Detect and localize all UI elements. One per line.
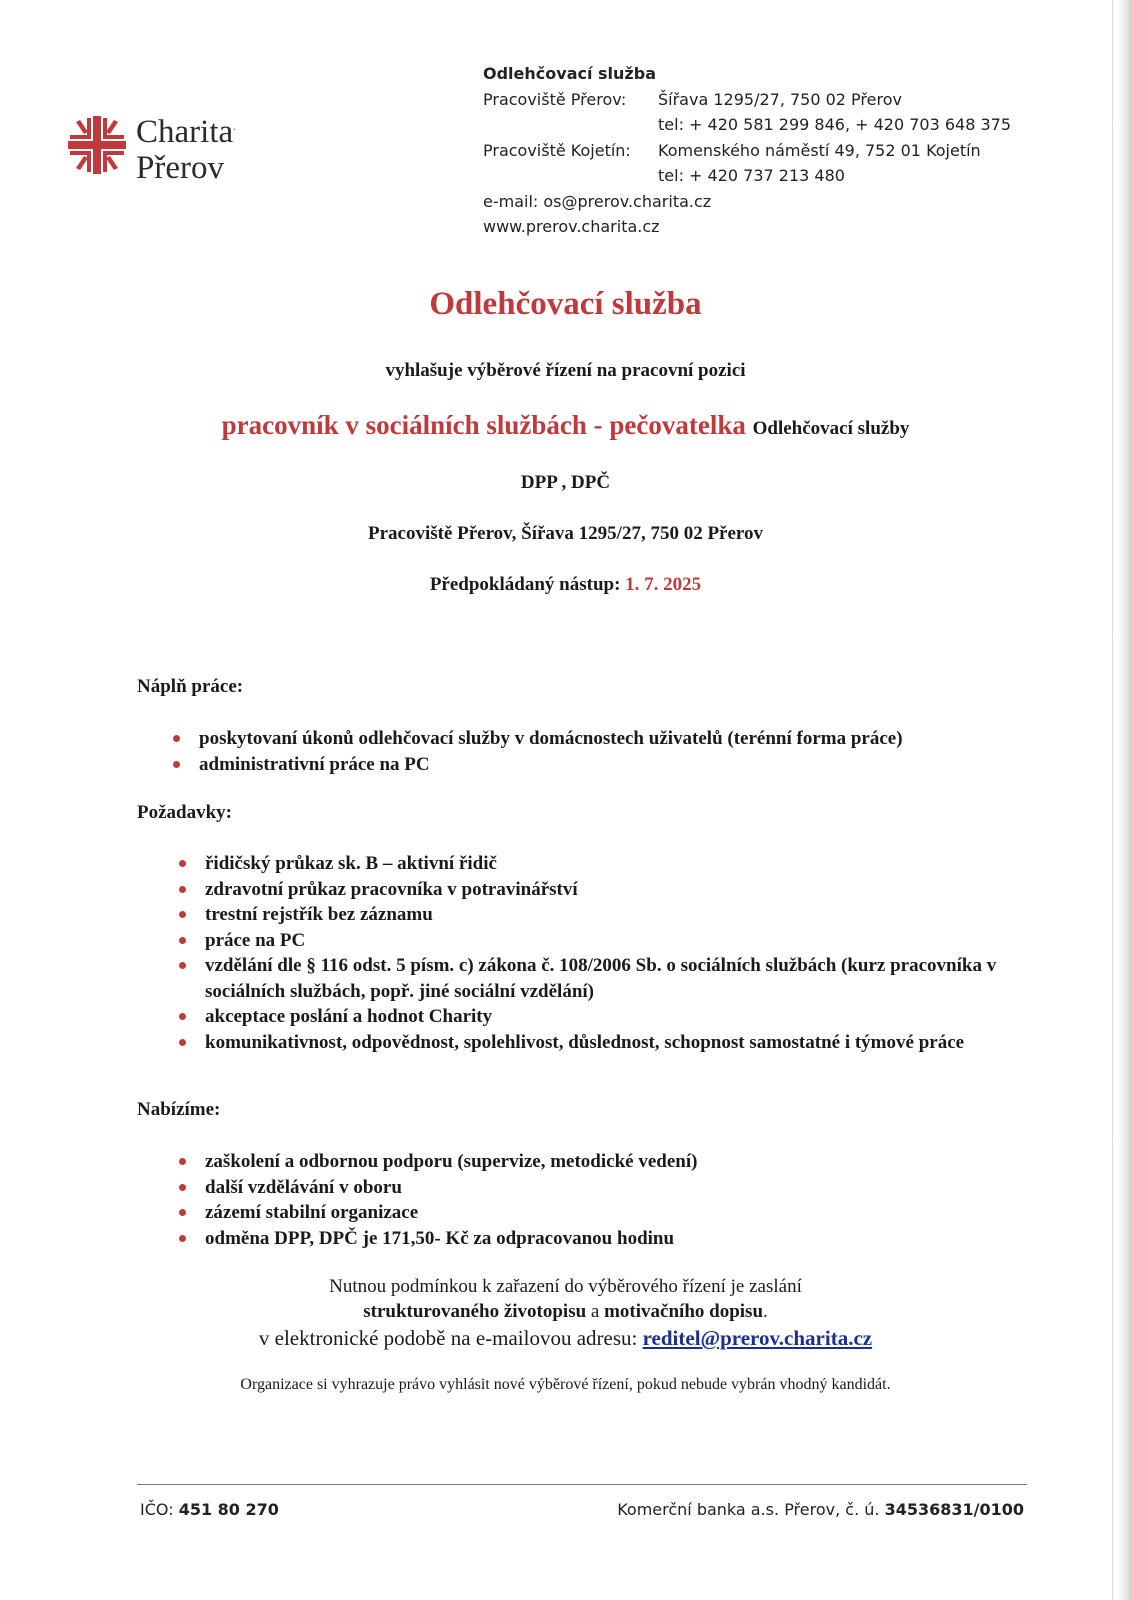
charita-logo [66, 114, 276, 184]
list-item: odměna DPP, DPČ je 171,50- Kč za odpracovanou hodinu [179, 1226, 999, 1252]
workplace: Pracoviště Přerov, Šířava 1295/27, 750 02 Přerov [367, 523, 764, 544]
charita-cross-icon [66, 114, 128, 176]
footer-bank-label: Komerční banka a.s. Přerov, č. ú. [617, 1500, 885, 1519]
section-heading-nabizime: Nabízíme: [137, 1099, 221, 1120]
section-heading-napln: Náplň práce: [137, 676, 244, 697]
start-label: Předpokládaný nástup: [429, 574, 621, 595]
contact-row [483, 138, 1011, 164]
contact-value: tel: + 420 581 299 846, + 420 703 648 375 [658, 115, 1012, 134]
list-item: akceptace poslání a hodnot Charity [179, 1004, 999, 1030]
footer-account: 34536831/0100 [884, 1500, 1024, 1519]
start-date [0, 574, 1131, 596]
closing-and: a [586, 1301, 605, 1322]
closing-line-3 [0, 1326, 1131, 1351]
footer-bank [617, 1500, 1024, 1519]
logo-reg-mark: . [233, 122, 236, 133]
contact-label [483, 163, 658, 189]
contact-label: Pracoviště Přerov: [483, 89, 627, 109]
list-item: trestní rejstřík bez záznamu [179, 902, 999, 928]
list-nabizime [179, 1149, 999, 1251]
page-title: Odlehčovací služba [429, 286, 702, 322]
section-heading-pozadavky: Požadavky: [137, 802, 232, 823]
contract-type: DPP , DPČ [520, 472, 611, 493]
contact-service-name: Odlehčovací služba [483, 64, 656, 83]
list-item: zdravotní průkaz pracovníka v potravinářství [179, 877, 999, 903]
closing-line-2 [0, 1301, 1131, 1323]
start-date-value: 1. 7. 2025 [625, 574, 702, 595]
contact-label: Pracoviště Kojetín: [483, 140, 631, 160]
closing-email-label: v elektronické podobě na e-mailovou adresu: [258, 1326, 643, 1350]
contact-value: Šířava 1295/27, 750 02 Přerov [658, 89, 902, 109]
list-item: poskytovaní úkonů odlehčovací služby v domácnostech uživatelů (terénní forma práce) [173, 726, 1053, 752]
scan-edge [1112, 0, 1113, 1600]
position-main: pracovník v sociálních službách - pečovatelka [221, 410, 746, 440]
closing-line-1: Nutnou podmínkou k zařazení do výběrového řízení je zaslání [329, 1276, 802, 1297]
closing-note: Organizace si vyhrazuje právo vyhlásit nové výběrové řízení, pokud nebude vybrán vhodný kandidát. [240, 1376, 891, 1393]
page-subtitle: vyhlašuje výběrové řízení na pracovní pozici [385, 360, 746, 381]
footer-ico [140, 1500, 279, 1519]
list-item: další vzdělávání v oboru [179, 1175, 999, 1201]
contact-row [483, 87, 1011, 113]
list-item: administrativní práce na PC [173, 752, 1053, 778]
contact-label [483, 112, 658, 138]
list-item: práce na PC [179, 928, 999, 954]
list-pozadavky [179, 851, 999, 1055]
scan-shadow [1117, 0, 1131, 1600]
list-item: zázemí stabilní organizace [179, 1200, 999, 1226]
list-item: vzdělání dle § 116 odst. 5 písm. c) zákona č. 108/2006 Sb. o sociálních službách (kurz pracovníka v sociálních službách, popř. jiné sociální vzdělání) [179, 953, 999, 1004]
contact-row [483, 112, 1011, 138]
closing-cv: strukturovaného životopisu [363, 1301, 587, 1322]
logo-line-1: Charita [136, 114, 234, 150]
list-napln [173, 726, 1053, 777]
footer-divider [137, 1484, 1027, 1485]
list-item: řidičský průkaz sk. B – aktivní řidič [179, 851, 999, 877]
footer-ico-label: IČO: [140, 1500, 179, 1519]
list-item: komunikativnost, odpovědnost, spolehlivost, důslednost, schopnost samostatné i týmové práce [179, 1030, 999, 1056]
list-item: zaškolení a odbornou podporu (supervize, metodické vedení) [179, 1149, 999, 1175]
contact-value: Komenského náměstí 49, 752 01 Kojetín [658, 140, 981, 160]
logo-line-2: Přerov [136, 150, 224, 186]
position-title [0, 410, 1131, 441]
closing-dot: . [763, 1301, 768, 1322]
contact-value: tel: + 420 737 213 480 [658, 166, 845, 185]
contact-web: www.prerov.charita.cz [483, 217, 660, 236]
logo-wordmark [136, 110, 236, 186]
contact-block [483, 61, 1011, 240]
position-suffix: Odlehčovací služby [752, 418, 910, 439]
closing-letter: motivačního dopisu [604, 1301, 764, 1322]
footer-ico-value: 451 80 270 [178, 1500, 279, 1519]
contact-row [483, 163, 1011, 189]
director-email-link[interactable]: reditel@prerov.charita.cz [642, 1326, 873, 1350]
contact-email: e-mail: os@prerov.charita.cz [483, 191, 712, 211]
